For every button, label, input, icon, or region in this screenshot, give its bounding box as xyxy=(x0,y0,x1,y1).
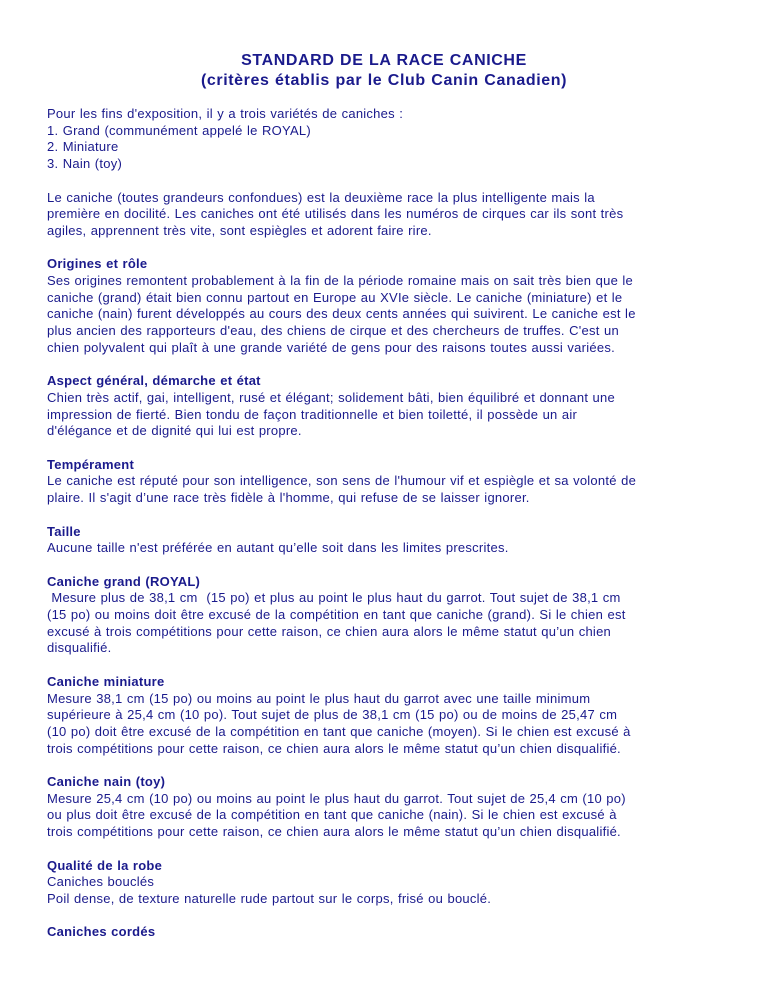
section-caniche-grand xyxy=(47,574,737,658)
section-heading: Caniches cordés xyxy=(47,924,156,940)
text-line: Pour les fins d'exposition, il y a trois variétés de caniches : xyxy=(47,106,404,121)
text-line: Mesure 38,1 cm (15 po) ou moins au point le plus haut du garrot avec une taille minimum xyxy=(47,690,591,706)
text-line: Ses origines remontent probablement à la fin de la période romaine mais on sait très bien que le xyxy=(47,273,634,288)
text-line: chien polyvalent qui plaît à une grande variété de gens pour des raisons toutes aussi variées. xyxy=(47,339,615,355)
text-line: 2. Miniature xyxy=(47,139,119,155)
text-line: (15 po) ou moins doit être excusé de la compétition en tant que caniche (grand). Si le chien est xyxy=(47,607,626,622)
text-line: impression de fierté. Bien tondu de façon traditionnelle et bien toiletté, il possède un air xyxy=(47,406,578,422)
document-body xyxy=(47,106,737,941)
text-line: excusé à trois compétitions pour cette raison, ce chien aura alors le même statut qu’un chien xyxy=(47,623,612,639)
text-line: Le caniche est réputé pour son intelligence, son sens de l'humour vif et espiègle et sa volonté de xyxy=(47,473,637,489)
text-line: (10 po) doit être excusé de la compétition en tant que caniche (moyen). Si le chien est excusé à xyxy=(47,723,631,739)
text-line: agiles, apprennent très vite, sont espiègles et adorent faire rire. xyxy=(47,222,432,238)
text-line: plus ancien des rapporteurs d'eau, des chiens de cirque et des chercheurs de truffes. C'est un xyxy=(47,323,619,339)
text-line: disqualifié. xyxy=(47,640,112,656)
section-heading: Tempérament xyxy=(47,456,135,472)
section-temperament xyxy=(47,457,737,507)
section-heading: Origines et rôle xyxy=(47,256,148,272)
section-heading: Caniche miniature xyxy=(47,673,165,689)
text-line: première en docilité. Les caniches ont été utilisés dans les numéros de cirques car ils sont très xyxy=(47,206,624,222)
text-line: trois compétitions pour cette raison, ce chien aura alors le même statut qu’un chien disqualifié. xyxy=(47,740,621,756)
section-aspect xyxy=(47,373,737,440)
section-caniche-nain xyxy=(47,774,737,841)
section-qualite-robe xyxy=(47,858,737,908)
text-line: caniche (grand) était bien connu partout en Europe au XVIe siècle. Le caniche (miniature) et le xyxy=(47,289,623,305)
text-line: Aucune taille n'est préférée en autant qu’elle soit dans les limites prescrites. xyxy=(47,540,509,556)
section-origines xyxy=(47,256,737,356)
section-heading: Aspect général, démarche et état xyxy=(47,373,261,389)
intro-paragraph xyxy=(47,106,737,173)
text-line: plaire. Il s'agit d’une race très fidèle à l'homme, qui refuse de se laisser ignorer. xyxy=(47,490,530,506)
text-line: ou plus doit être excusé de la compétition en tant que caniche (nain). Si le chien est excusé à xyxy=(47,807,617,823)
section-heading: Taille xyxy=(47,523,81,539)
section-taille xyxy=(47,524,737,557)
document-subtitle: (critères établis par le Club Canin Canadien) xyxy=(200,72,568,89)
section-heading: Caniche nain (toy) xyxy=(47,774,166,789)
text-line: 1. Grand (communément appelé le ROYAL) xyxy=(47,122,311,138)
section-heading: Caniche grand (ROYAL) xyxy=(47,573,201,589)
text-line: Poil dense, de texture naturelle rude partout sur le corps, frisé ou bouclé. xyxy=(47,890,492,906)
document-title: STANDARD DE LA RACE CANICHE xyxy=(241,52,527,69)
section-heading: Qualité de la robe xyxy=(47,857,163,873)
text-line: Chien très actif, gai, intelligent, rusé et élégant; solidement bâti, bien équilibré et donnant une xyxy=(47,389,615,405)
text-line: 3. Nain (toy) xyxy=(47,156,123,172)
text-line: Mesure plus de 38,1 cm (15 po) et plus au point le plus haut du garrot. Tout sujet de 38,1 cm xyxy=(47,590,621,606)
intelligence-paragraph xyxy=(47,190,737,240)
text-line: Le caniche (toutes grandeurs confondues) est la deuxième race la plus intelligente mais la xyxy=(47,189,595,205)
text-line: Caniches bouclés xyxy=(47,874,155,890)
section-caniches-cordes xyxy=(47,924,737,941)
text-line: supérieure à 25,4 cm (10 po). Tout sujet de plus de 38,1 cm (15 po) ou de moins de 25,47 cm xyxy=(47,707,618,723)
text-line: caniche (nain) furent développés au cours des deux cents années qui suivirent. Le caniche est le xyxy=(47,306,636,322)
text-line: Mesure 25,4 cm (10 po) ou moins au point le plus haut du garrot. Tout sujet de 25,4 cm (10 po) xyxy=(47,790,626,806)
text-line: trois compétitions pour cette raison, ce chien aura alors le même statut qu’un chien disqualifié. xyxy=(47,824,621,840)
section-caniche-miniature xyxy=(47,674,737,758)
text-line: d'élégance et de dignité qui lui est propre. xyxy=(47,423,302,439)
